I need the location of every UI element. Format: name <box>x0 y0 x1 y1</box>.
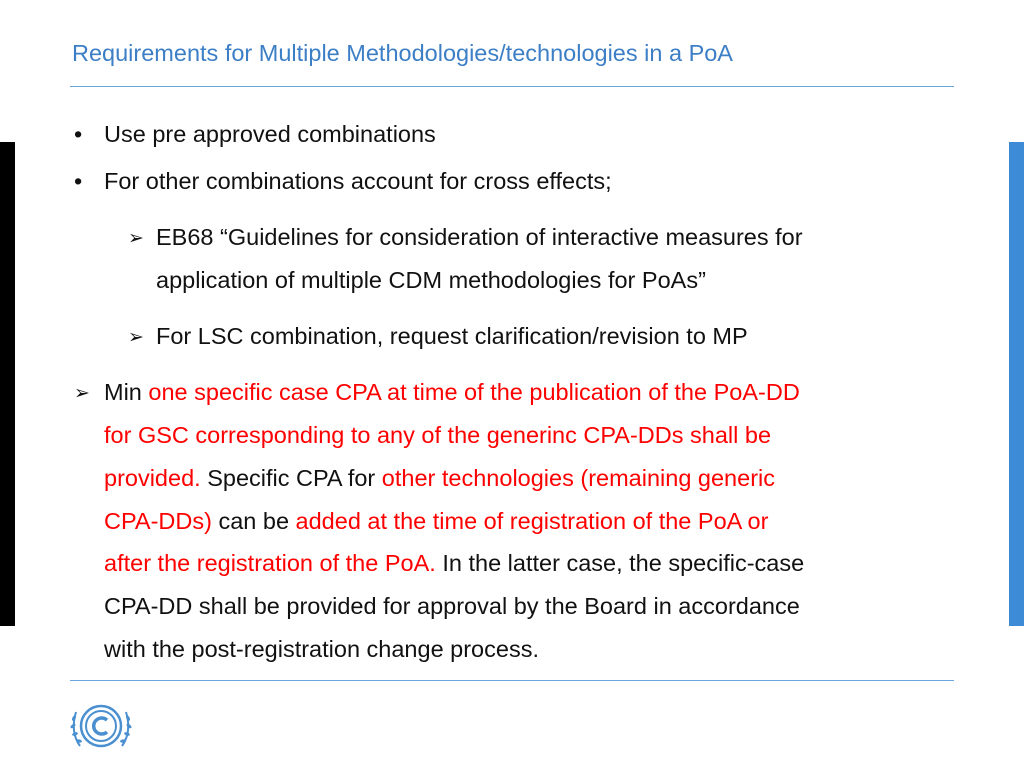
paragraph-line-1: Min one specific case CPA at time of the publication of the PoA-DD <box>104 379 800 405</box>
paragraph-line-7: with the post-registration change process. <box>104 636 539 662</box>
bullet-item-1: Use pre approved combinations <box>104 121 436 147</box>
paragraph-line-4: CPA-DDs) can be added at the time of registration of the PoA or <box>104 508 769 534</box>
sub-bullet-1-line-2: application of multiple CDM methodologies for PoAs” <box>156 267 706 293</box>
footer-divider <box>70 680 954 681</box>
arrow-bullet-icon: ➢ <box>128 228 144 249</box>
arrow-bullet-icon: ➢ <box>74 383 90 404</box>
slide-title: Requirements for Multiple Methodologies/technologies in a PoA <box>72 40 733 66</box>
paragraph-line-3: provided. Specific CPA for other technologies (remaining generic <box>104 465 775 491</box>
sub-bullet-2: For LSC combination, request clarification/revision to MP <box>156 323 748 349</box>
arrow-bullet-icon: ➢ <box>128 327 144 348</box>
title-divider <box>70 86 954 87</box>
bullet-dot-icon: • <box>74 168 83 194</box>
left-accent-bar <box>0 142 15 626</box>
paragraph-line-6: CPA-DD shall be provided for approval by the Board in accordance <box>104 593 800 619</box>
unfccc-logo-icon <box>66 696 136 756</box>
bullet-dot-icon: • <box>74 121 83 147</box>
bullet-item-2: For other combinations account for cross effects; <box>104 168 612 194</box>
paragraph-line-2: for GSC corresponding to any of the generinc CPA-DDs shall be <box>104 422 772 448</box>
sub-bullet-1-line-1: EB68 “Guidelines for consideration of interactive measures for <box>156 224 803 250</box>
right-accent-bar <box>1009 142 1024 626</box>
paragraph-line-5: after the registration of the PoA. In the latter case, the specific-case <box>104 550 805 576</box>
